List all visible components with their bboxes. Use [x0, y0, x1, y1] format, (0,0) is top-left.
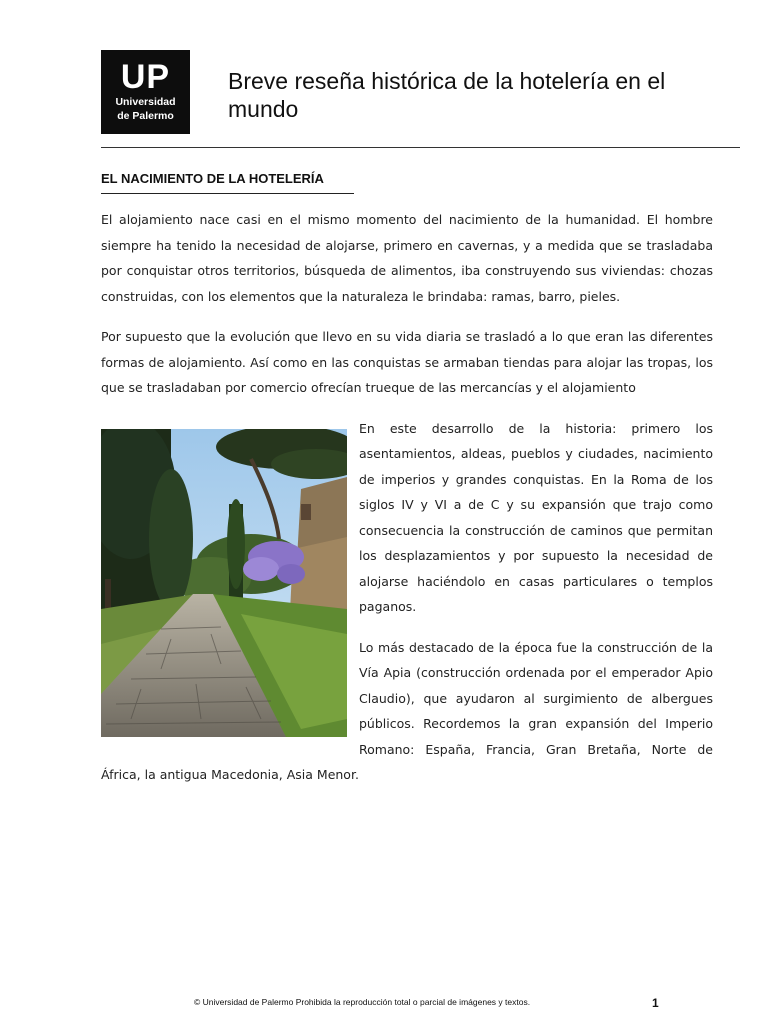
- paragraph-1: El alojamiento nace casi en el mismo momento del nacimiento de la humanidad. El hombre siempre ha tenido la necesidad de alojarse, primero en cavernas, y a medida que se trasladaba por conquistar otros territorios, búsqueda de alimentos, iba construyendo sus viviendas: chozas construidas, con los elementos que la naturaleza le brindaba: ramas, barro, pieles.: [101, 212, 713, 304]
- header-divider: [101, 147, 740, 148]
- page-number: 1: [652, 996, 659, 1010]
- document-title: Breve reseña histórica de la hotelería en el mundo: [228, 68, 666, 122]
- logo-name-line2: de Palermo: [117, 110, 174, 122]
- paragraph-4: Lo más destacado de la época fue la construcción de la Vía Apia (construcción ordenada por el emperador Apio Claudio), que ayudaron al surgimiento de albergues públicos. Recordemos la gran expansión del Imperio Romano: España, Francia, Gran Bretaña, Norte de África, la antigua Macedonia, Asia Menor.: [101, 639, 713, 782]
- paragraph-2-text: Por supuesto que la evolución que llevo en su vida diaria se trasladó a lo que eran las diferentes formas de alojamiento. Así como en las conquistas se armaban tiendas para alojar las tropas, los que se trasladaban por comercio ofrecían trueque de las mercancías y el alojamiento: [101, 329, 713, 395]
- roman-road-illustration: [101, 429, 347, 737]
- footer-copyright: © Universidad de Palermo Prohibida la reproducción total o parcial de imágenes y textos.: [194, 997, 531, 1007]
- roman-road-photo: [101, 429, 347, 737]
- paragraph-2: [101, 324, 713, 401]
- logo-name-line1: Universidad: [115, 96, 176, 108]
- section-heading: EL NACIMIENTO DE LA HOTELERÍA: [101, 170, 354, 194]
- logo-mark: UP: [120, 58, 171, 96]
- paragraph-3: En este desarrollo de la historia: primero los asentamientos, aldeas, pueblos y ciudades, nacimiento de imperios y grandes conquistas. En la Roma de los siglos IV y VI a de C y su expansión que trajo como consecuencia la construcción de caminos que permitan los desplazamientos y por supuesto la necesidad de alojarse haciéndolo en casas particulares o templos paganos.: [359, 420, 713, 614]
- body-text: [101, 207, 713, 803]
- university-logo: [101, 50, 190, 134]
